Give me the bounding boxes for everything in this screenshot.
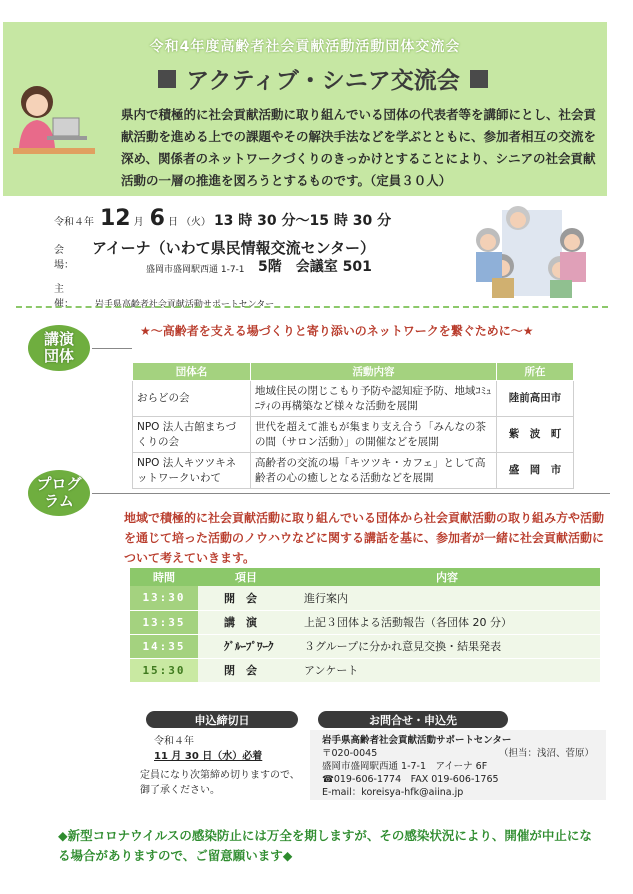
program-badge — [28, 470, 90, 516]
contact-postal: 〒020-0045 — [322, 748, 378, 759]
column-header: 所在 — [497, 363, 574, 381]
column-header: 内容 — [294, 568, 600, 586]
woman-at-laptop-icon — [7, 78, 99, 160]
schedule-item: ｸﾞﾙｰﾌﾟﾜｰｸ — [198, 634, 294, 658]
era: 令和４年 — [54, 217, 94, 228]
month-unit: 月 — [133, 217, 144, 228]
table-row — [130, 586, 600, 610]
venue-label: 会 場： — [54, 245, 74, 271]
schedule-time: 15:30 — [130, 658, 198, 682]
deadline-label: 申込締切日 — [146, 711, 298, 728]
column-header: 時間 — [130, 568, 198, 586]
day: 6 — [149, 206, 165, 231]
contact-postal-row — [322, 747, 594, 760]
lecture-badge-line2: 団体 — [43, 347, 74, 365]
table-row — [133, 453, 574, 489]
schedule-time: 13:30 — [130, 586, 198, 610]
schedule-time: 13:35 — [130, 610, 198, 634]
venue-name: アイーナ（いわて県民情報交流センター） — [92, 239, 376, 257]
venue-room: 5階 会議室 501 — [258, 259, 372, 275]
day-unit: 日 — [167, 217, 178, 228]
square-bullet-icon — [470, 70, 488, 88]
contact-label: お問合せ・申込先 — [318, 711, 508, 728]
lecture-groups-table — [132, 362, 574, 489]
lecture-subtitle: ★～高齢者を支える場づくりと寄り添いのネットワークを繋ぐために～★ — [140, 324, 534, 338]
deadline-date: 11 月 30 日（水）必着 — [154, 751, 263, 762]
table-row — [133, 417, 574, 453]
contact-phone: ☎019-606-1774 FAX 019-606-1765 — [322, 774, 499, 785]
venue-address: 盛岡市盛岡駅西通 1-7-1 — [146, 265, 245, 275]
weekday: （火） — [180, 217, 211, 228]
connector-line — [92, 493, 610, 495]
contact-box — [310, 730, 606, 800]
group-city: 陸前高田市 — [497, 381, 574, 417]
schedule-content: 進行案内 — [294, 586, 600, 610]
column-header: 項目 — [198, 568, 294, 586]
program-badge-line1: プログ — [36, 475, 82, 493]
group-city: 紫 波 町 — [497, 417, 574, 453]
schedule-time: 14:35 — [130, 634, 198, 658]
column-header: 活動内容 — [251, 363, 497, 381]
organizer-label: 主 催： — [54, 284, 74, 310]
event-title — [103, 62, 543, 95]
schedule-item: 開 会 — [198, 586, 294, 610]
deadline-era: 令和４年 — [154, 736, 194, 747]
program-badge-line2: ラム — [44, 492, 74, 510]
table-row — [130, 610, 600, 634]
schedule-item: 講 演 — [198, 610, 294, 634]
organizer-name: 岩手県高齢者社会貢献活動サポートセンター — [94, 300, 275, 310]
group-activity: 高齢者の交流の場「キツツキ・カフェ」として高齢者の心の癒しとなる活動などを展開 — [251, 453, 497, 489]
group-name: NPO 法人キツツキネットワークいわて — [133, 453, 251, 489]
table-row — [130, 634, 600, 658]
seniors-group-icon — [468, 196, 596, 300]
covid-notice: ◆新型コロナウイルスの感染防止には万全を期しますが、その感染状況により、開催が中止になる場合がありますので、ご留意願います◆ — [58, 828, 592, 863]
lecture-badge-line1: 講演 — [43, 330, 74, 348]
deadline-note: 定員になり次第締め切りますので、御了承ください。 — [140, 770, 300, 796]
program-description: 地域で積極的に社会貢献活動に取り組んでいる団体から社会貢献活動の取り組み方や活動を通じて培った活動のノウハウなどに関する講話を基に、参加者が一緒に社会貢献活動について考えていきます。 — [124, 511, 605, 565]
event-supertitle: 令和4年度高齢者社会貢献活動活動団体交流会 — [149, 39, 461, 55]
group-name: おらどの会 — [133, 381, 251, 417]
deadline-box — [140, 734, 300, 798]
section-divider — [16, 306, 608, 308]
group-activity: 地域住民の閉じこもり予防や認知症予防、地域ｺﾐｭﾆﾃｨの再構築など様々な活動を展開 — [251, 381, 497, 417]
schedule-content: アンケート — [294, 658, 600, 682]
table-row — [130, 658, 600, 682]
schedule-item: 閉 会 — [198, 658, 294, 682]
event-description: 県内で積極的に社会貢献活動に取り組んでいる団体の代表者等を講師にとし、社会貢献活動を進める上での課題やその解決手法などを学ぶとともに、参加者相互の交流を深め、関係者のネットワークづくりのきっかけとすることにより、シニアの社会貢献活動の一層の推進を図ろうとするものです。（定員３０人） — [121, 107, 597, 188]
contact-email[interactable]: E-mail：koreisya-hfk@aiina.jp — [322, 787, 464, 798]
group-city: 盛 岡 市 — [497, 453, 574, 489]
table-row — [133, 381, 574, 417]
event-title-text: アクティブ・シニア交流会 — [186, 68, 460, 94]
connector-line — [92, 348, 132, 350]
group-activity: 世代を超えて誰もが集まり支え合う「みんなの茶の間（サロン活動）」の開催などを展開 — [251, 417, 497, 453]
contact-name: 岩手県高齢者社会貢献活動サポートセンター — [322, 735, 512, 746]
schedule-content: 上記３団体よる活動報告（各団体 20 分） — [294, 610, 600, 634]
event-time: 13 時 30 分～15 時 30 分 — [213, 213, 392, 229]
schedule-content: ３グループに分かれ意見交換・結果発表 — [294, 634, 600, 658]
square-bullet-icon — [158, 70, 176, 88]
date-row — [54, 206, 474, 231]
month: 12 — [100, 206, 131, 231]
schedule-table — [130, 568, 600, 683]
header-banner — [3, 22, 607, 196]
contact-staff: （担当：浅沼、菅原） — [498, 748, 594, 759]
contact-address: 盛岡市盛岡駅西通 1-7-1 アイーナ 6F — [322, 761, 488, 772]
lecture-badge — [28, 325, 90, 371]
group-name: NPO 法人古館まちづくりの会 — [133, 417, 251, 453]
column-header: 団体名 — [133, 363, 251, 381]
